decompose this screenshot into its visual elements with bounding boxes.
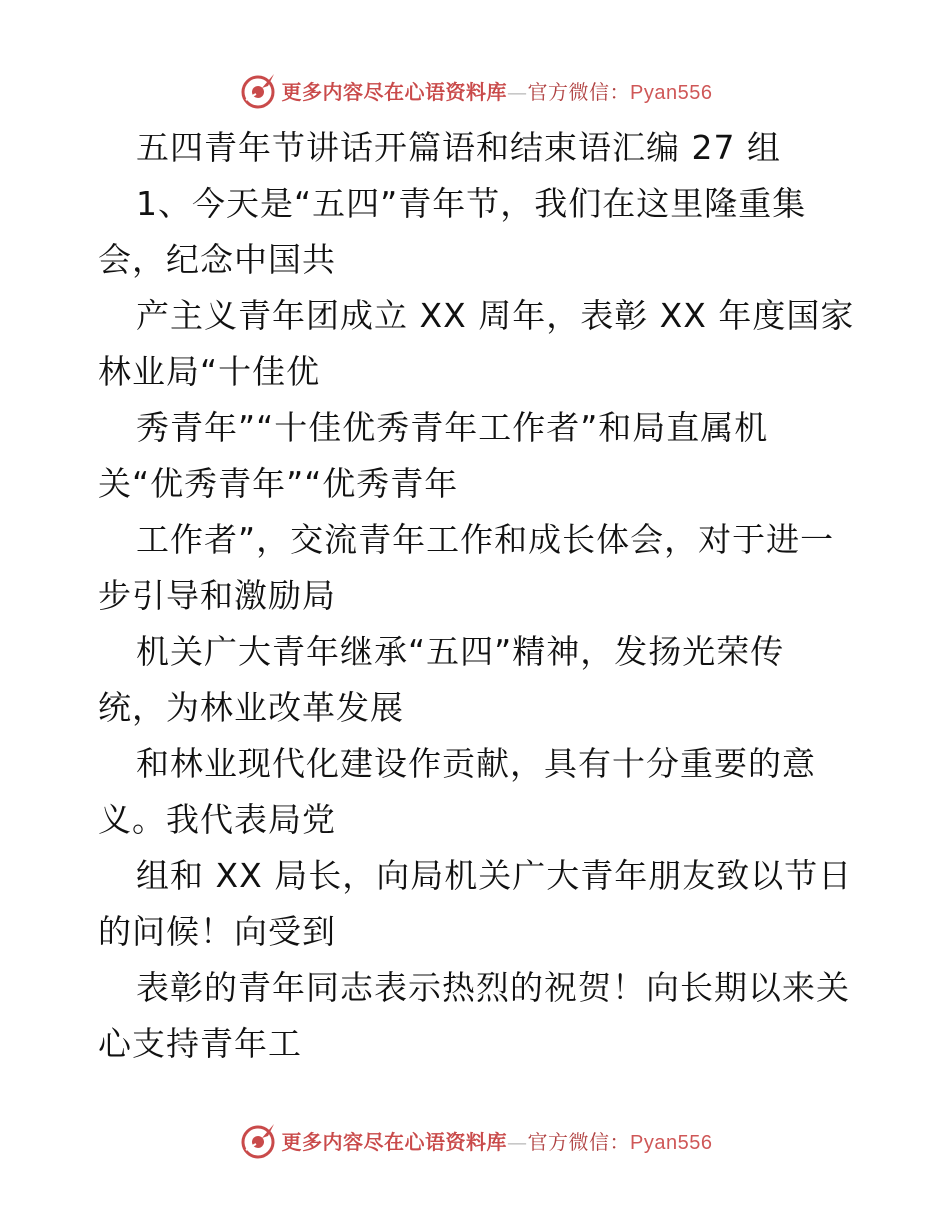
text-line: 组和 XX 局长，向局机关广大青年朋友致以节日 — [136, 856, 853, 895]
text-line: 义。我代表局党 — [98, 800, 336, 839]
text-line: 林业局“十佳优 — [98, 352, 321, 391]
banner-official: 官方微信： — [527, 1129, 631, 1154]
text-line: 表彰的青年同志表示热烈的祝贺！向长期以来关 — [136, 968, 850, 1007]
banner-brand: 更多内容尽在心语资料库 — [281, 79, 508, 104]
banner-separator: — — [507, 79, 528, 104]
banner-text — [282, 76, 713, 105]
document-body — [98, 120, 858, 1072]
header-banner — [0, 68, 950, 112]
text-line: 的问候！向受到 — [98, 912, 336, 951]
banner-official: 官方微信： — [527, 79, 631, 104]
footer-banner — [0, 1118, 950, 1162]
banner-separator: — — [507, 1129, 528, 1154]
text-line: 和林业现代化建设作贡献，具有十分重要的意 — [136, 744, 816, 783]
quill-circle-icon — [238, 70, 278, 110]
text-line: 工作者”，交流青年工作和成长体会，对于进一 — [136, 520, 835, 559]
banner-wechat-id: Pyan556 — [630, 1131, 713, 1154]
quill-circle-icon — [238, 1120, 278, 1160]
text-line: 统，为林业改革发展 — [98, 688, 404, 727]
text-line: 1、今天是“五四”青年节，我们在这里隆重集 — [136, 184, 807, 223]
text-line: 机关广大青年继承“五四”精神，发扬光荣传 — [136, 632, 785, 671]
text-line: 步引导和激励局 — [98, 576, 336, 615]
text-line: 会，纪念中国共 — [98, 240, 336, 279]
text-line: 五四青年节讲话开篇语和结束语汇编 27 组 — [136, 128, 781, 167]
banner-brand: 更多内容尽在心语资料库 — [281, 1129, 508, 1154]
text-line: 心支持青年工 — [98, 1024, 302, 1063]
banner-text — [282, 1126, 713, 1155]
text-line: 关“优秀青年”“优秀青年 — [98, 464, 459, 503]
banner-wechat-id: Pyan556 — [630, 81, 713, 104]
text-line: 秀青年”“十佳优秀青年工作者”和局直属机 — [136, 408, 769, 447]
text-line: 产主义青年团成立 XX 周年，表彰 XX 年度国家 — [136, 296, 855, 335]
